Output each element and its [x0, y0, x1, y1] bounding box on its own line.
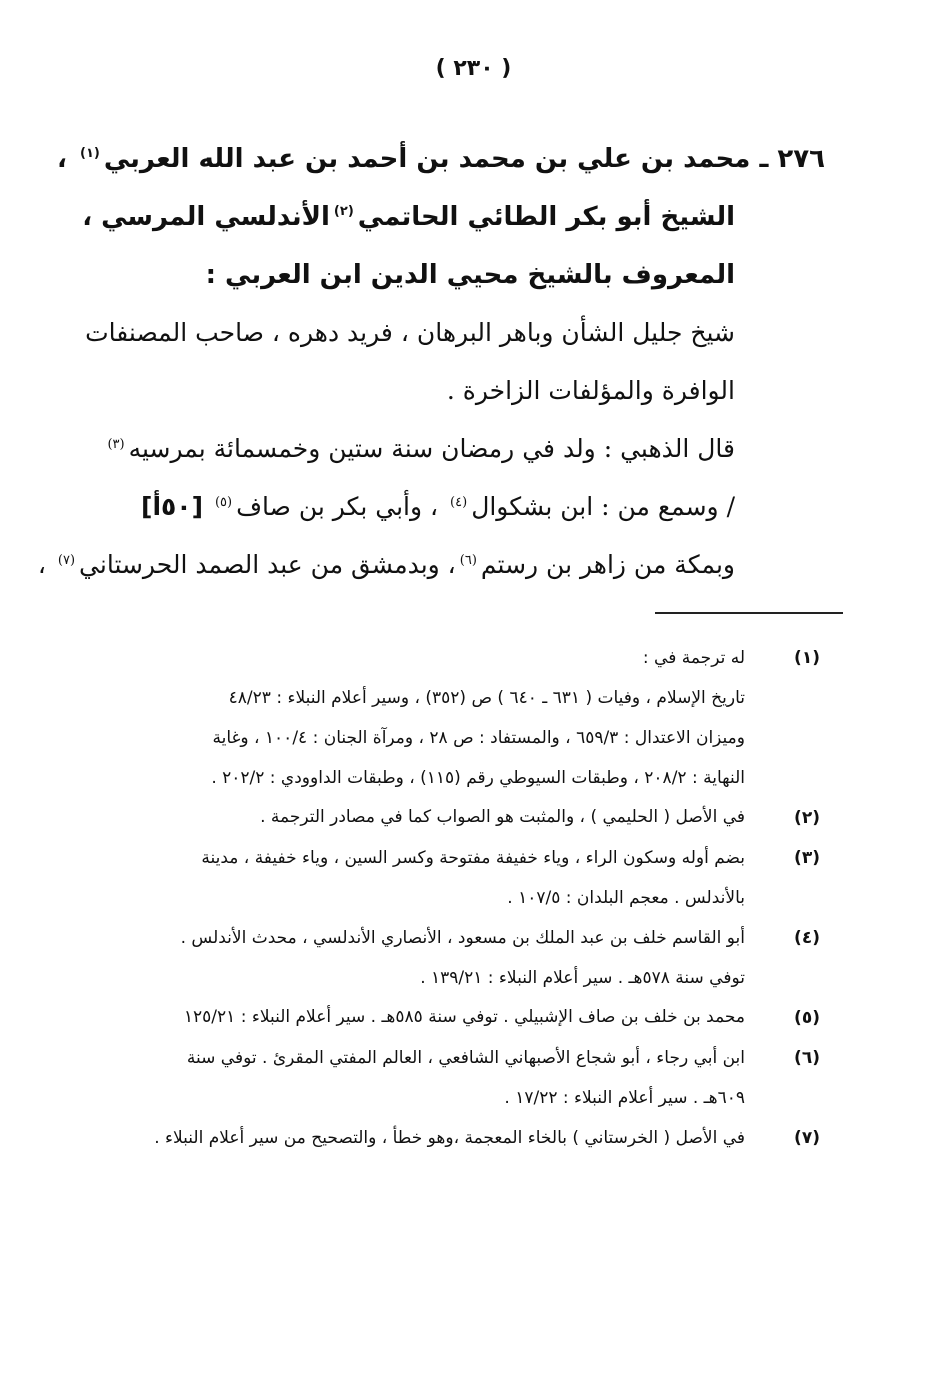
body-text-5-end: ، [37, 550, 46, 579]
body-line-5 [37, 536, 825, 594]
footnote-body [85, 1118, 765, 1158]
footnote-divider [655, 612, 843, 614]
footnote-number: (١) [794, 648, 820, 668]
footnotes [85, 638, 820, 1158]
body-line-4 [85, 478, 825, 536]
body-line-2 [85, 362, 825, 420]
footnote-number: (٦) [794, 1048, 820, 1068]
heading-line-3 [85, 246, 825, 304]
footnote-6 [85, 1038, 820, 1118]
heading-suffix-1: ، [57, 144, 67, 174]
body-text-3: قال الذهبي : ولد في رمضان سنة ستين وخمسمائة بمرسيه [128, 434, 735, 463]
footnote-line: بضم أوله وسكون الراء ، وياء خفيفة مفتوحة وكسر السين ، وياء خفيفة ، مدينة [201, 848, 745, 868]
footnote-body [85, 638, 765, 798]
footnote-body [85, 1038, 765, 1118]
footnote-marker-7: (٧) [57, 552, 76, 568]
footnote-5 [85, 998, 820, 1038]
heading-line-2 [82, 188, 825, 246]
footnote-3 [85, 838, 820, 918]
heading-text-1: محمد بن علي بن محمد بن أحمد بن عبد الله العربي [103, 144, 751, 174]
footnote-line: وميزان الاعتدال : ٦٥٩/٣ ، والمستفاد : ص ٢٨ ، ومرآة الجنان : ١٠٠/٤ ، وغاية [212, 728, 745, 748]
body-text-5b: ، وبدمشق من عبد الصمد الحرستاني [79, 550, 456, 579]
footnote-line: ٦٠٩هـ . سير أعلام النبلاء : ١٧/٢٢ . [504, 1088, 745, 1108]
footnote-line: في الأصل ( الحليمي ) ، والمثبت هو الصواب كما في مصادر الترجمة . [260, 807, 745, 827]
footnote-line: له ترجمة في : [642, 648, 745, 668]
footnote-body [85, 998, 765, 1038]
footnote-marker-5: (٥) [214, 494, 233, 510]
footnote-number: (٧) [794, 1128, 820, 1148]
footnote-marker-3: (٣) [107, 436, 125, 452]
entry-number: ٢٧٦ ـ [759, 144, 825, 174]
footnote-number: (٢) [794, 808, 820, 828]
folio-marker: [٥٠أ] [141, 492, 204, 521]
footnote-number: (٥) [794, 1008, 820, 1028]
footnote-marker-6: (٦) [459, 552, 477, 568]
footnote-marker-4: (٤) [450, 494, 468, 510]
footnote-line: ابن أبي رجاء ، أبو شجاع الأصبهاني الشافعي ، العالم المفتي المقرئ . توفي سنة [186, 1048, 745, 1068]
footnote-2 [85, 798, 820, 838]
heading-text-2: الشيخ أبو بكر الطائي الحاتمي [357, 202, 735, 232]
footnote-body [85, 798, 765, 838]
body-line-3 [85, 420, 825, 478]
footnote-line: أبو القاسم خلف بن عبد الملك بن مسعود ، الأنصاري الأندلسي ، محدث الأندلس . [180, 928, 745, 948]
entry-text [37, 130, 825, 594]
body-text-4b: ، وأبي بكر بن صاف [236, 492, 439, 521]
footnote-body [85, 918, 765, 998]
body-text-4a: / وسمع من : ابن بشكوال [471, 492, 735, 521]
footnote-line: بالأندلس . معجم البلدان : ١٠٧/٥ . [507, 888, 745, 908]
heading-line-1 [57, 130, 825, 188]
heading-text-2b: الأندلسي المرسي ، [82, 202, 330, 232]
body-text-2: الوافرة والمؤلفات الزاخرة . [446, 376, 735, 405]
footnote-1 [85, 638, 820, 798]
footnote-4 [85, 918, 820, 998]
footnote-marker-2: (٢) [333, 204, 354, 220]
footnote-number: (٤) [794, 928, 820, 948]
footnote-line: تاريخ الإسلام ، وفيات ( ٦٣١ ـ ٦٤٠ ) ص (٣٥٢) ، وسير أعلام النبلاء : ٤٨/٢٣ [228, 688, 745, 708]
body-text-5a: وبمكة من زاهر بن رستم [480, 550, 735, 579]
footnote-line: توفي سنة ٥٧٨هـ . سير أعلام النبلاء : ١٣٩/٢١ . [420, 968, 745, 988]
footnote-7 [85, 1118, 820, 1158]
footnote-number: (٣) [794, 848, 820, 868]
body-line-1 [85, 304, 825, 362]
heading-text-3: المعروف بالشيخ محيي الدين ابن العربي : [205, 260, 735, 290]
footnote-line: في الأصل ( الخرستاني ) بالخاء المعجمة ،وهو خطأ ، والتصحيح من سير أعلام النبلاء . [154, 1128, 745, 1148]
body-text-1: شيخ جليل الشأن وباهر البرهان ، فريد دهره ، صاحب المصنفات [85, 318, 735, 347]
footnote-body [85, 838, 765, 918]
footnote-marker-1: (١) [79, 146, 100, 162]
page-number: ( ٢٣٠ ) [435, 56, 512, 81]
footnote-line: محمد بن خلف بن صاف الإشبيلي . توفي سنة ٥٨٥هـ . سير أعلام النبلاء : ١٢٥/٢١ [183, 1007, 745, 1027]
footnote-line: النهاية : ٢٠٨/٢ ، وطبقات السيوطي رقم (١١٥) ، وطبقات الداوودي : ٢٠٢/٢ . [211, 768, 745, 788]
